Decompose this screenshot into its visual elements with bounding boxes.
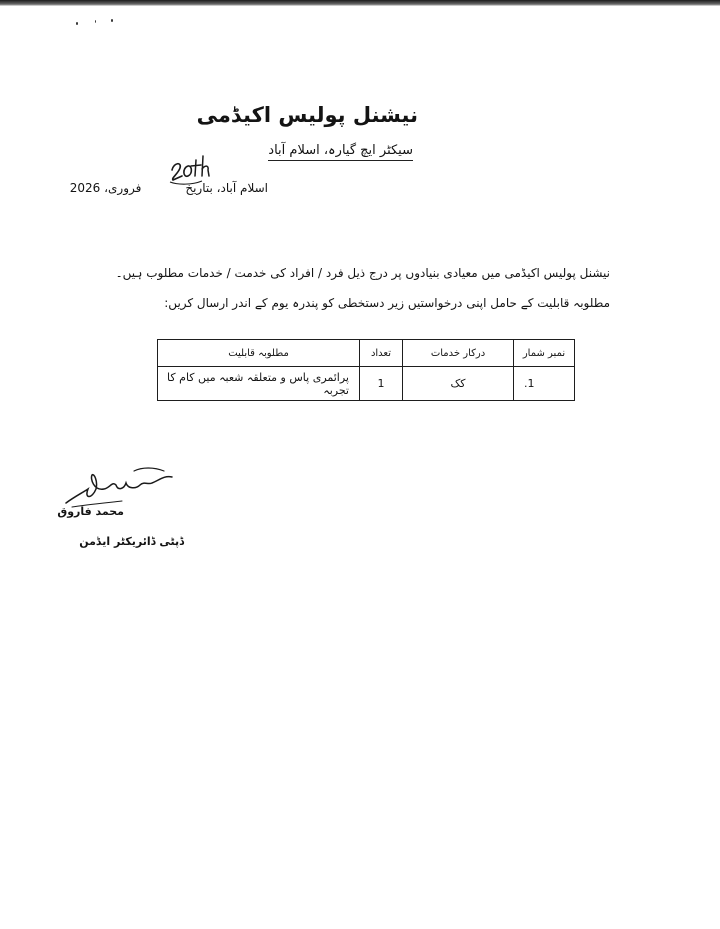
dateline-place: اسلام آباد، بتاریخ bbox=[185, 181, 268, 195]
notice-body: نیشنل پولیس اکیڈمی میں معیادی بنیادوں پر درج ذیل فرد / افراد کی خدمت / خدمات مطلوب ہیں۔ مطلوبہ قابلیت کے حامل اپنی درخواستیں زیر دستخطی کو پندرہ یوم کے اندر ارسال کریں: bbox=[115, 266, 610, 310]
header-quantity: تعداد bbox=[360, 340, 403, 367]
dateline-month-year: فروری، 2026 bbox=[69, 181, 142, 195]
cell-service: کک bbox=[403, 367, 514, 401]
table-header-row bbox=[158, 340, 575, 367]
header-service: درکار خدمات bbox=[403, 340, 514, 367]
scan-speck bbox=[111, 19, 113, 22]
letterhead-title: نیشنل پولیس اکیڈمی bbox=[196, 103, 418, 127]
scan-top-edge bbox=[0, 0, 720, 6]
header-serial: نمبر شمار bbox=[514, 340, 575, 367]
signatory-name: محمد فاروق bbox=[57, 505, 124, 518]
header-qualification: مطلوبہ قابلیت bbox=[158, 340, 360, 367]
signature-mark bbox=[64, 463, 184, 509]
scan-speck bbox=[95, 20, 96, 23]
signatory-designation: ڈپٹی ڈائریکٹر ایڈمن bbox=[79, 535, 184, 548]
handwritten-day-20th bbox=[168, 154, 214, 188]
cell-serial: 1. bbox=[514, 367, 575, 401]
vacancy-table bbox=[157, 339, 575, 401]
scan-speck bbox=[76, 22, 78, 25]
cell-qualification: پرائمری پاس و متعلقہ شعبہ میں کام کا تجربہ bbox=[158, 367, 360, 401]
table-row bbox=[158, 367, 575, 401]
letterhead-address: سیکٹر ایچ گیارہ، اسلام آباد bbox=[268, 143, 413, 161]
cell-quantity: 1 bbox=[360, 367, 403, 401]
